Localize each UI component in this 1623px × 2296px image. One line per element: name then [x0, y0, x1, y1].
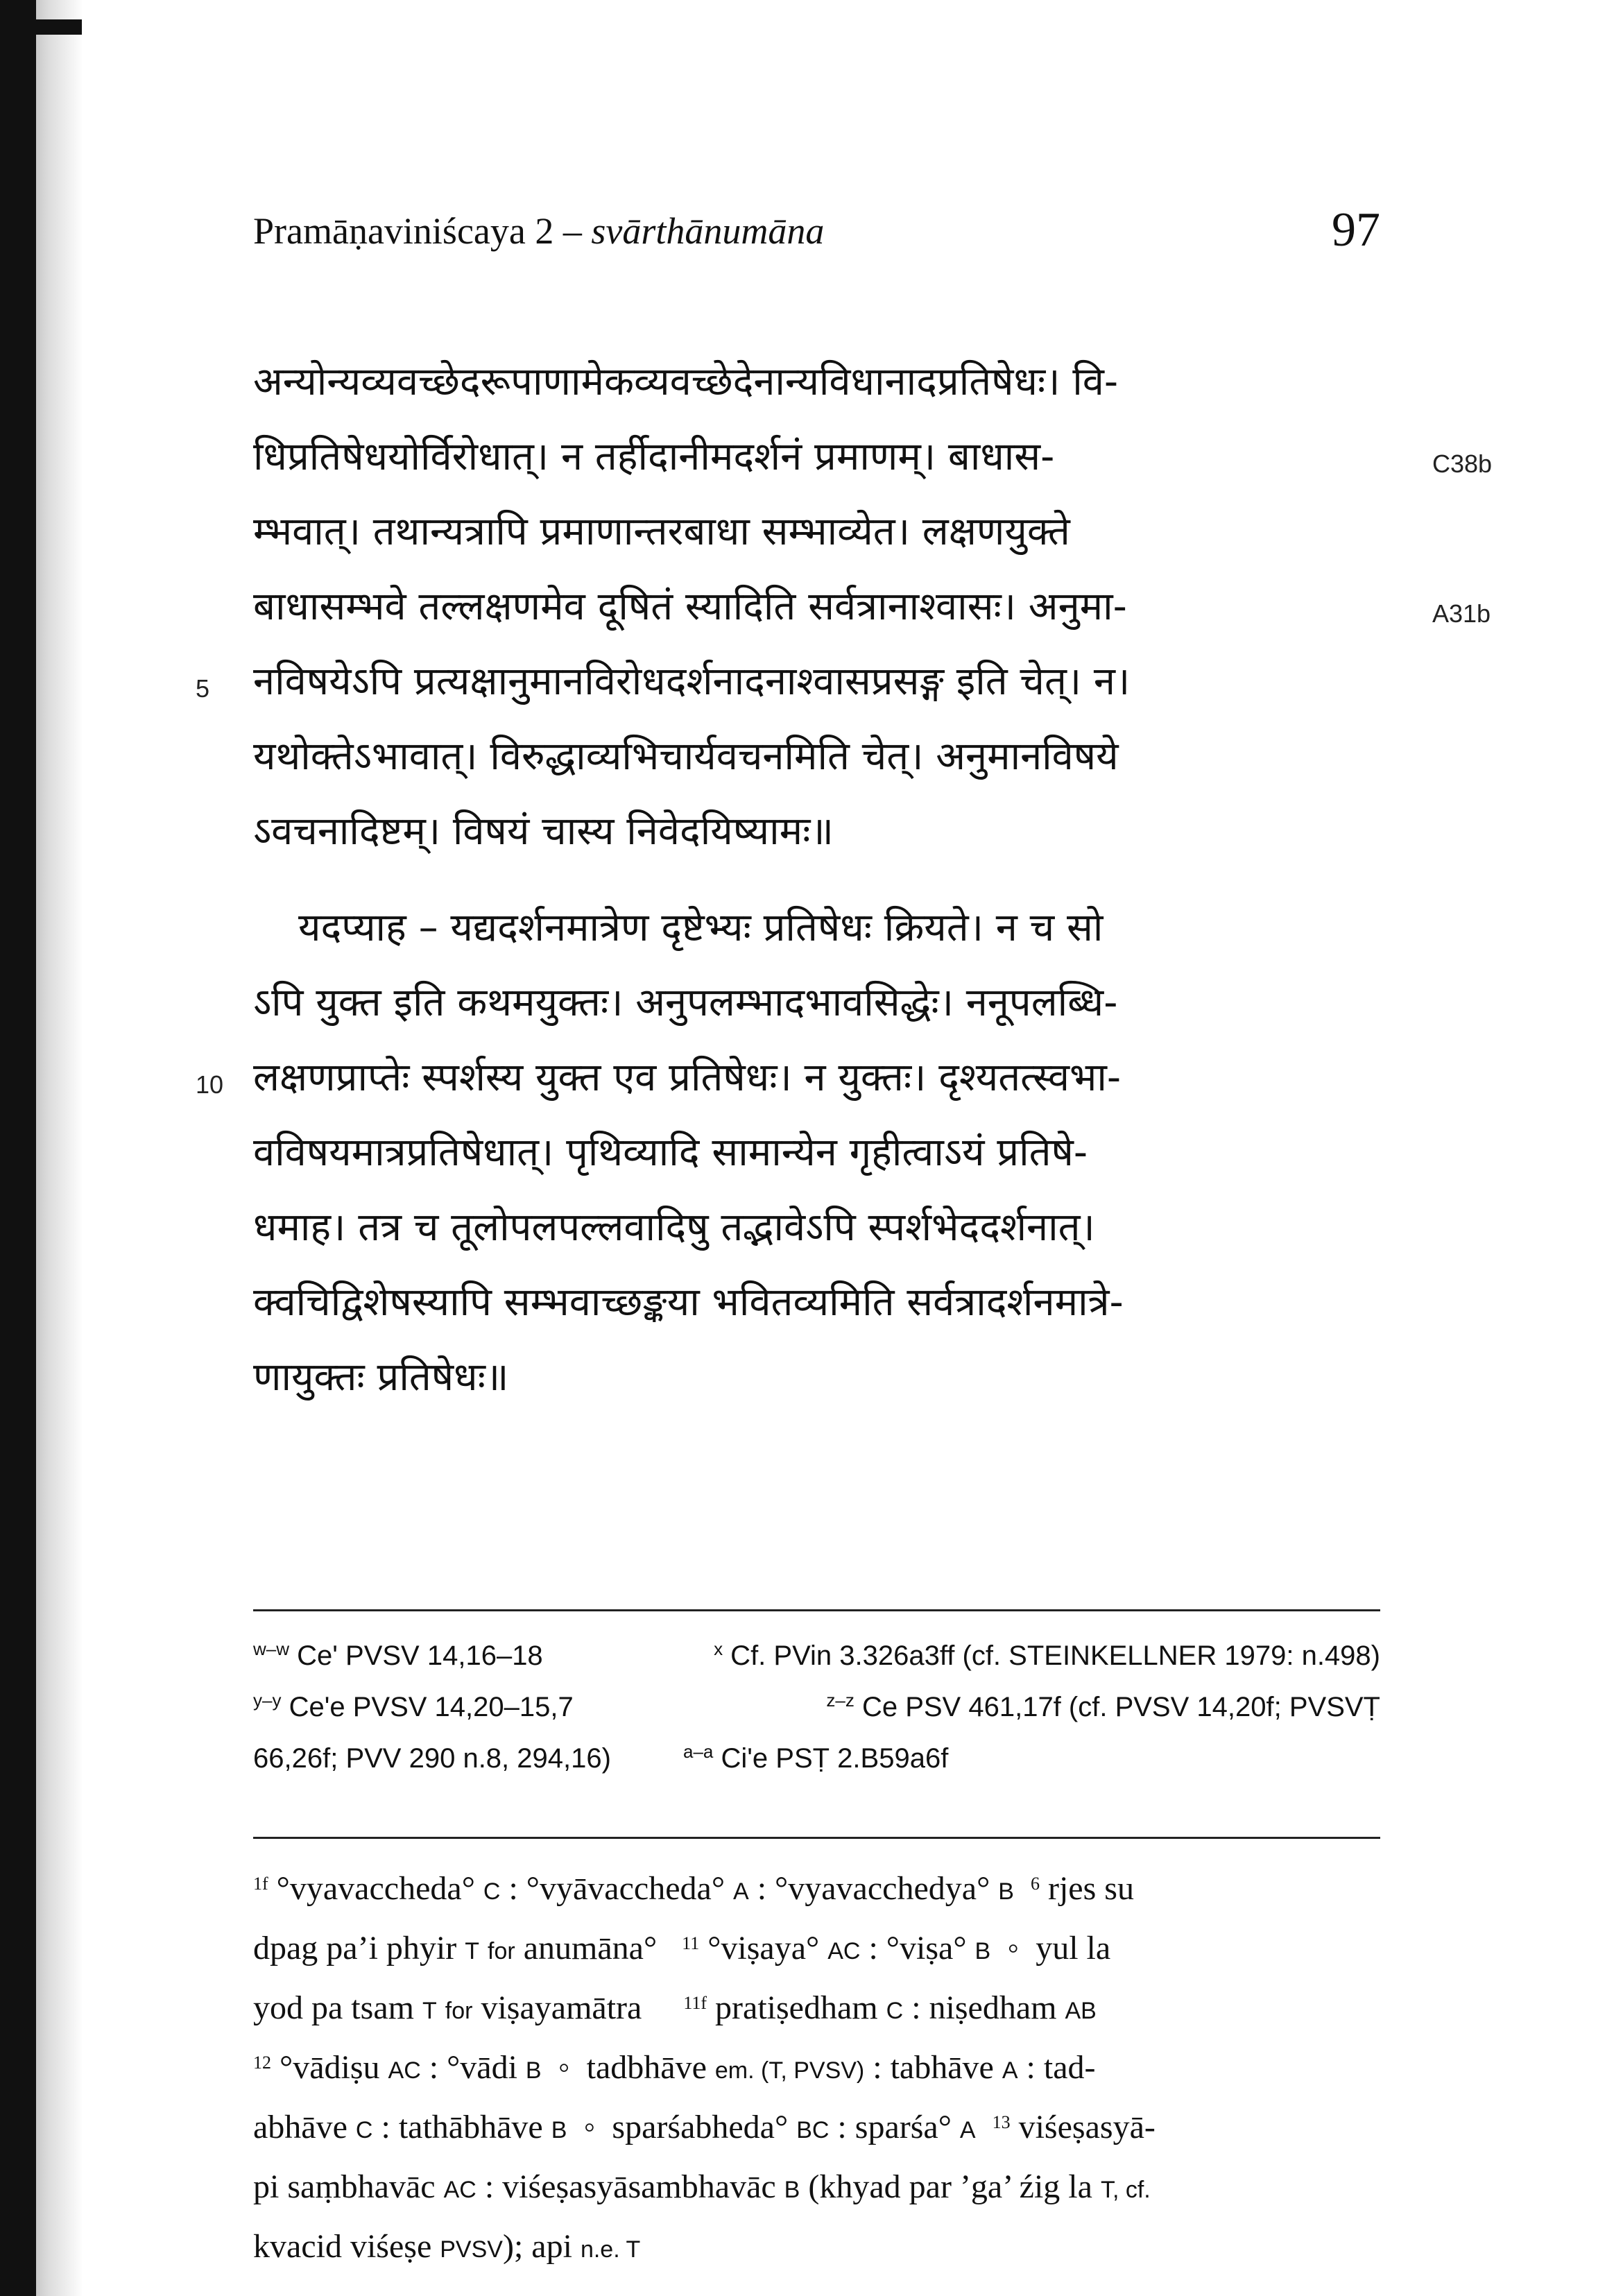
text-line-12: धमाह। तत्र च तूलोपलपल्लवादिषु तद्भावेऽपि स्पर्शभेददर्शनात्।: [253, 1205, 1095, 1250]
text-line-4: बाधासम्भवे तल्लक्षणमेव दूषितं स्यादिति सर्वत्रानाश्वासः। अनुमा-: [253, 584, 1127, 629]
variants-divider: [253, 1837, 1380, 1839]
variant-line: abhāve C : tathābhāve B ◦ sparśabheda° BC : sparśa° A $^{13}$ viśeṣasyā-: [253, 2109, 1156, 2145]
title-italic: svārthānumāna: [591, 210, 825, 252]
source-left: 66,26f; PVV 290 n.8, 294,16): [253, 1743, 611, 1774]
sources-divider: [253, 1609, 1380, 1611]
line-number-5: 5: [196, 674, 210, 703]
page-number: 97: [1332, 203, 1380, 257]
running-header: [253, 203, 1380, 269]
text-line-5: नविषयेऽपि प्रत्यक्षानुमानविरोधदर्शनादनाश्वासप्रसङ्ग इति चेत्। न।: [253, 659, 1131, 704]
text-line-2: धिप्रतिषेधयोर्विरोधात्। न तर्हीदानीमदर्शनं प्रमाणम्। बाधास-: [253, 434, 1055, 479]
book-spine-cap: [0, 19, 82, 35]
source-right: $^x$ Cf. PVin 3.326a3ff (cf. STEINKELLNER 1979: n.498): [714, 1638, 1380, 1671]
variant-line: $^{1f}$ °vyavaccheda° C : °vyāvaccheda° A : °vyavacchedya° B $^6$ rjes su: [253, 1870, 1134, 1907]
margin-ref-a31b: A31b: [1432, 599, 1491, 628]
text-line-8: यदप्याह – यद्यदर्शनमात्रेण दृष्टेभ्यः प्रतिषेधः क्रियते। न च सो: [298, 905, 1104, 950]
text-line-11: वविषयमात्रप्रतिषेधात्। पृथिव्यादि सामान्येन गृहीत्वाऽयं प्रतिषे-: [253, 1130, 1088, 1175]
variant-line: yod pa tsam T for viṣayamātra $^{11f}$ pratiṣedham C : niṣedham AB: [253, 1989, 1097, 2026]
variant-apparatus: [253, 1859, 1380, 2277]
book-spine-edge: [0, 0, 36, 2296]
text-line-3: म्भवात्। तथान्यत्रापि प्रमाणान्तरबाधा सम्भाव्येत। लक्षणयुक्ते: [253, 509, 1070, 554]
text-line-1: अन्योन्यव्यवच्छेदरूपाणामेकव्यवच्छेदेनान्यविधानादप्रतिषेधः। वि-: [253, 359, 1119, 404]
source-right: $^{z-z}$ Ce PSV 461,17f (cf. PVSV 14,20f; PVSVṬ: [826, 1690, 1380, 1722]
source-row: [253, 1630, 1380, 1681]
source-right: $^{a-a}$ Ci'e PSṬ 2.B59a6f: [683, 1741, 949, 1774]
source-row: [253, 1681, 1380, 1733]
source-left: $^{w-w}$ Ce' PVSV 14,16–18: [253, 1638, 543, 1671]
running-title: [253, 207, 824, 255]
variant-line: pi saṃbhavāc AC : viśeṣasyāsambhavāc B (khyad par ’ga’ źig la T, cf.: [253, 2168, 1151, 2205]
title-prefix: Pramāṇaviniścaya 2 –: [253, 210, 592, 252]
text-line-13: क्वचिद्विशेषस्यापि सम्भवाच्छङ्कया भवितव्यमिति सर्वत्रादर्शनमात्रे-: [253, 1280, 1124, 1325]
text-line-9: ऽपि युक्त इति कथमयुक्तः। अनुपलम्भादभावसिद्धेः। ननूपलब्धि-: [253, 980, 1118, 1025]
variant-line: kvacid viśeṣe PVSV); api n.e. T: [253, 2228, 641, 2265]
variant-line: $^{12}$ °vādiṣu AC : °vādi B ◦ tadbhāve em. (T, PVSV) : tabhāve A : tad-: [253, 2049, 1096, 2086]
text-line-14: णायुक्तः प्रतिषेधः॥: [253, 1355, 509, 1400]
margin-ref-c38b: C38b: [1432, 449, 1493, 478]
line-number-10: 10: [196, 1070, 224, 1099]
text-line-7: ऽवचनादिष्टम्। विषयं चास्य निवेदयिष्यामः॥: [253, 809, 834, 854]
text-line-10: लक्षणप्राप्तेः स्पर्शस्य युक्त एव प्रतिषेधः। न युक्तः। दृश्यतत्स्वभा-: [253, 1055, 1122, 1100]
source-apparatus: [253, 1630, 1380, 1784]
source-left: $^{y-y}$ Ce'e PVSV 14,20–15,7: [253, 1690, 574, 1722]
text-line-6: यथोक्तेऽभावात्। विरुद्धाव्यभिचार्यवचनमिति चेत्। अनुमानविषये: [253, 734, 1119, 779]
variant-line: dpag pa’i phyir T for anumāna° $^{11}$ °viṣaya° AC : °viṣa° B ◦ yul la: [253, 1930, 1111, 1967]
source-row: [253, 1733, 1380, 1784]
